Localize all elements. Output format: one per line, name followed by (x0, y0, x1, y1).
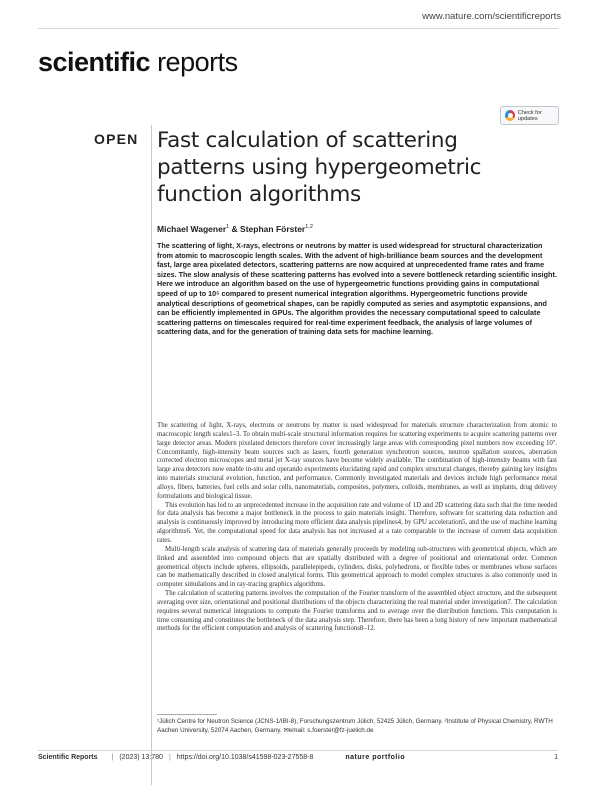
author-affiliation-ref: 1,2 (305, 224, 313, 231)
author-name[interactable]: Michael Wagener (157, 224, 227, 234)
check-for-updates-label: Check for updates (517, 109, 542, 122)
journal-logo-bold: scientific (38, 47, 151, 77)
journal-logo-regular: reports (157, 47, 238, 77)
author-list (157, 224, 313, 234)
footer-separator: | (111, 754, 114, 761)
page-number: 1 (554, 754, 558, 761)
article-body (157, 422, 557, 634)
footer-separator: | (168, 754, 171, 761)
journal-url[interactable]: www.nature.com/scientificreports (422, 11, 561, 22)
journal-logo[interactable] (38, 49, 238, 76)
footer-divider (38, 750, 558, 751)
nature-portfolio-logo: nature portfolio (345, 754, 406, 761)
footer-doi-link[interactable]: https://doi.org/10.1038/s41598-023-27558-8 (176, 754, 314, 761)
affiliation-divider (157, 714, 217, 715)
open-access-label: OPEN (94, 131, 139, 147)
header-divider (38, 28, 558, 29)
margin-rule (151, 125, 152, 785)
abstract: The scattering of light, X-rays, electrons or neutrons by matter is used widespread for structural characterization from atomic to macroscopic length scales. With the advent of high-brilliance beam sources and the development fast, large area pixelated detectors, scattering patterns are now acquired at unprecedented frame rates and frame sizes. The slow analysis of these scattering patterns has evolved into a severe bottleneck retarding scientific insight. Here we introduce an algorithm based on the use of hypergeometric functions providing gains in computational speed of up to 10⁵ compared to present numerical integration algorithms. Hypergeometric functions provide analytical descriptions of geometrical shapes, can be rapidly computed as series and asymptotic expansions, and can be efficiently implemented in GPUs. The algorithm provides the necessary computational speed to calculate scattering patterns on timescales required for real-time experiment feedback, the analysis of large volumes of scattering data, and for the generation of training data sets for machine learning. (157, 241, 557, 337)
crossmark-icon (505, 110, 515, 121)
affiliations: ¹Jülich Centre for Neutron Science (JCNS-1/IBI-8), Forschungszentrum Jülich, 52425 Jülich, Germany. ²Institute of Physical Chemistry, RWTH Aachen University, 52074 Aachen, Germany. ✉email: s.foerster@fz-juelich.de (157, 718, 553, 734)
article-title: Fast calculation of scattering patterns using hypergeometric function algorithms (157, 128, 482, 207)
check-for-updates-button[interactable] (500, 106, 559, 125)
footer-journal: Scientific Reports (38, 754, 98, 761)
author-name[interactable]: & Stephan Förster (229, 224, 306, 234)
body-paragraph: This evolution has led to an unprecedented increase in the acquisition rate and volume of 1D and 2D scattering data such that the time needed for data analysis has become a major bottleneck in the process to gain materials insight. Therefore, software for scattering data reduction and analysis is continuously improved by introducing more efficient data analysis pipelines4, by GPU acceleration5, and the use of machine learning algorithms6. Yet, the computational speed for data analysis has not increased at a rate comparable to the increase of current data acquisition rates. (157, 501, 557, 544)
page-footer (38, 754, 558, 761)
body-paragraph: The calculation of scattering patterns involves the computation of the Fourier transform of the assembled object structure, and the subsequent averaging over size, orientational and positional distributions of the objects characterizing the real material under investigation7. The calculation requires several numerical integrations to compute the Fourier transforms and to average over the distribution functions. This computation is time consuming and constitutes the bottleneck of the data analysis step. Therefore, there has been a long history of new important mathematical methods for the efficient computation and analysis of scattering functions8–12. (157, 590, 557, 633)
footer-volume: (2023) 13:780 (119, 754, 163, 761)
body-paragraph: Multi-length scale analysis of scattering data of materials generally proceeds by modeling sub-structures with geometrical objects, which are linked and assembled into compound objects that are spatially distributed with a degree of positional and orientational order. Common geometrical objects include spheres, ellipsoids, parallelepipeds, cylinders, disks, polyhedrons, or flexible tubes or membranes whose surfaces can be mathematically described in closed analytical forms. This geometrical approach to model complex structures is also commonly used in computer simulations and in ray-tracing graphics algorithms. (157, 545, 557, 589)
body-paragraph: The scattering of light, X-rays, electrons or neutrons by matter is used widespread for materials structure characterization from atomic to macroscopic length scales1–3. To obtain multi-scale structural information requires for scattering experiments to acquire scattering patterns over large detector areas. Modern pixelated detectors therefore cover increasingly large areas with corresponding pixel numbers now exceeding 10⁷. Concomitantly, high-intensity beam sources such as lasers, fourth generation synchrotron sources, neutron spallation sources, aberration corrected electron microscopes and metal jet X-ray sources have become widely available. The combination of high-intensity beams with fast large area detectors now enable in-situ and operando experiments elucidating rapid and complex structural changes, thereby gaining key insights into materials structural evolution, function, and performance. Commonly investigated materials and devices include high performance metal alloys, fibers, batteries, fuel cells and solar cells, nanomaterials, composites, polymers, colloids, membranes, as well as implants, drug delivery formulations and biological tissue. (157, 422, 557, 500)
author-affiliation-ref: 1 (226, 224, 230, 231)
